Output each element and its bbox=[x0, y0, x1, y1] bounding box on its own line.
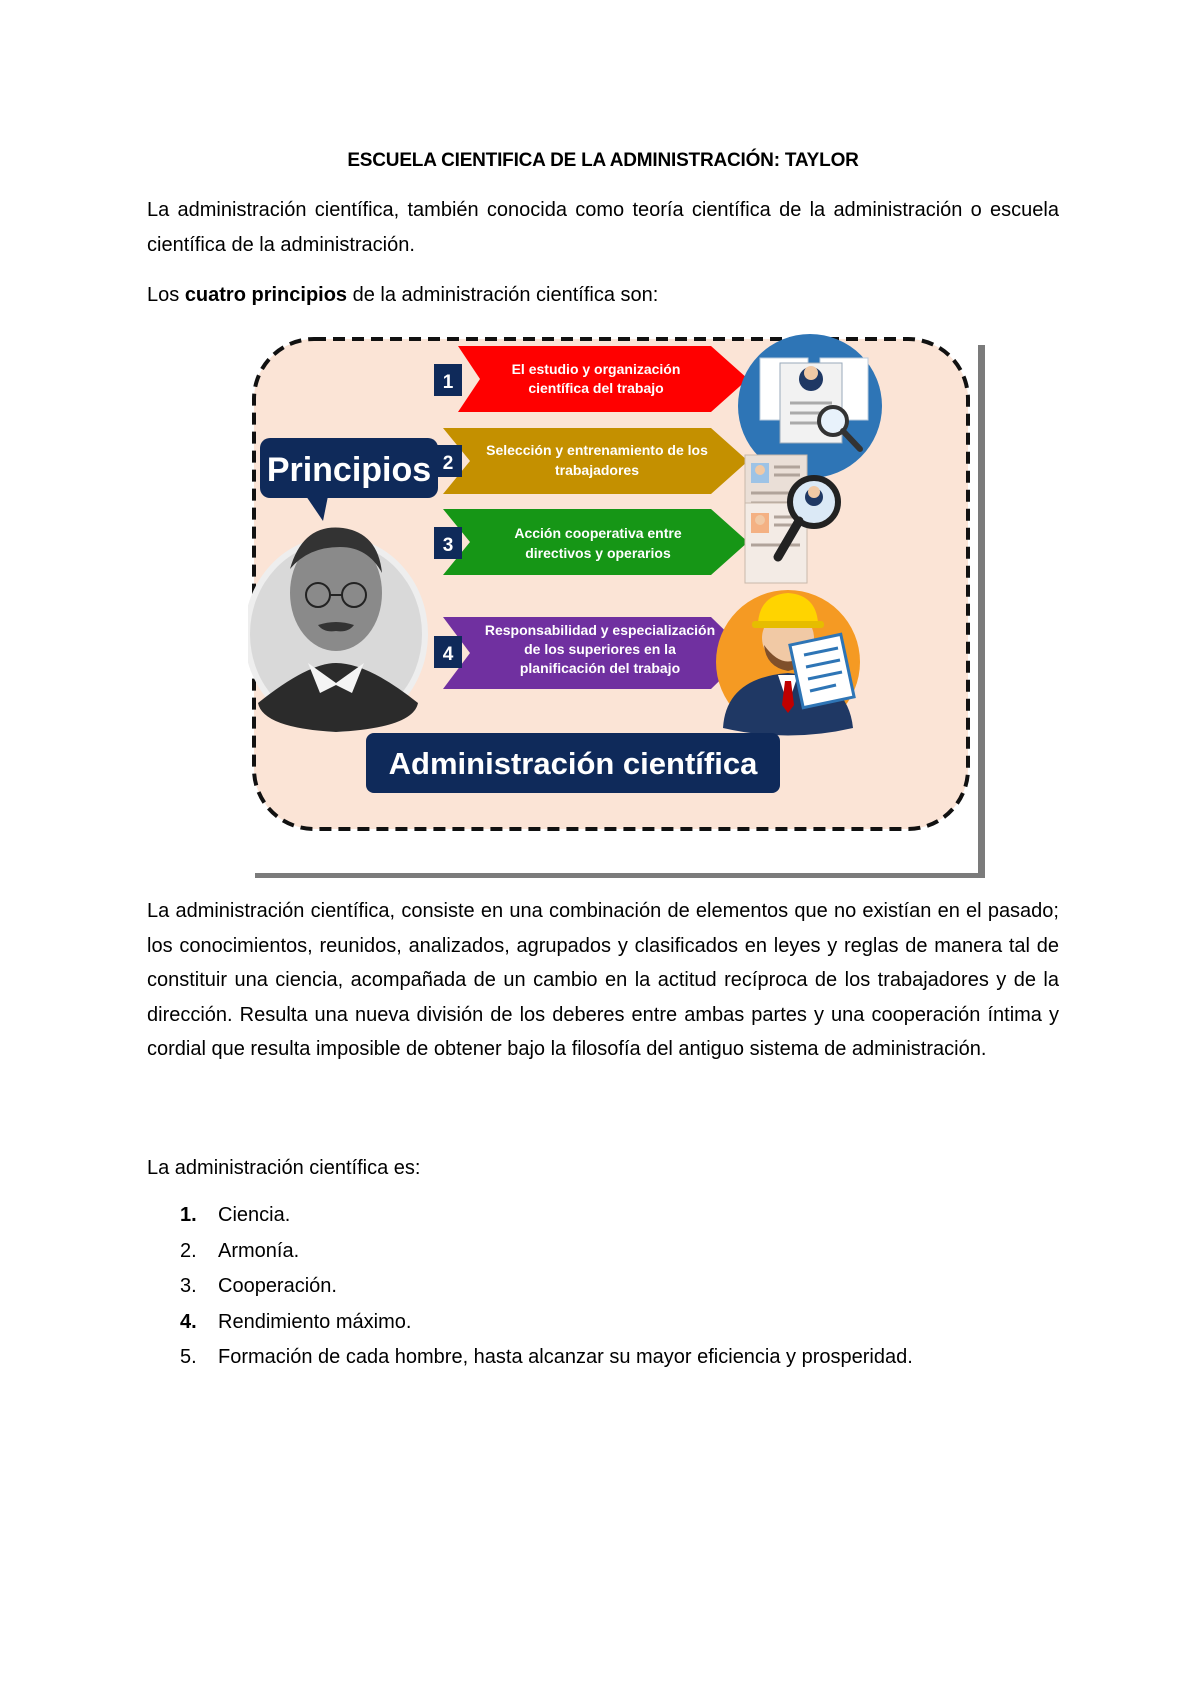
list-intro: La administración científica es: bbox=[147, 1157, 421, 1179]
characteristics-list bbox=[180, 1198, 1080, 1376]
list-item bbox=[180, 1340, 1080, 1376]
list-item-text: Ciencia. bbox=[218, 1204, 291, 1226]
svg-text:Acción cooperativa entre: Acción cooperativa entre bbox=[514, 525, 682, 541]
arrow-gold bbox=[443, 428, 748, 494]
engineer-checklist-icon bbox=[716, 590, 860, 736]
svg-text:1: 1 bbox=[442, 372, 454, 393]
list-item bbox=[180, 1305, 1080, 1341]
intro-paragraph: La administración científica, también conocida como teoría científica de la administración o escuela científica de la administración. bbox=[147, 199, 1059, 256]
list-item-text: Armonía. bbox=[218, 1239, 300, 1262]
list-item bbox=[180, 1198, 1080, 1234]
list-item-text: Rendimiento máximo. bbox=[218, 1310, 412, 1333]
list-item-text: Cooperación. bbox=[218, 1275, 337, 1297]
principles-intro-before: Los bbox=[147, 284, 185, 306]
principios-label: Principios bbox=[266, 451, 432, 489]
principle-item-2 bbox=[434, 428, 748, 494]
banner-label: Administración científica bbox=[388, 746, 758, 781]
list-item-number: 3. bbox=[180, 1275, 197, 1297]
svg-text:El estudio y organización: El estudio y organización bbox=[511, 361, 681, 377]
principle-item-1 bbox=[434, 346, 748, 412]
list-item bbox=[180, 1234, 1080, 1270]
list-item-number: 2. bbox=[180, 1239, 197, 1262]
principles-intro bbox=[147, 278, 1059, 313]
svg-text:Responsabilidad y especializac: Responsabilidad y especialización bbox=[484, 622, 716, 638]
svg-text:directivos y operarios: directivos y operarios bbox=[525, 545, 671, 561]
list-item-number: 5. bbox=[180, 1346, 197, 1368]
list-item-number: 1. bbox=[180, 1204, 197, 1226]
document-title: ESCUELA CIENTIFICA DE LA ADMINISTRACIÓN: TAYLOR bbox=[347, 150, 859, 171]
svg-text:4: 4 bbox=[442, 644, 454, 665]
list-item-text: Formación de cada hombre, hasta alcanzar su mayor eficiencia y prosperidad. bbox=[218, 1346, 913, 1368]
body-paragraph: La administración científica, consiste en una combinación de elementos que no existían en el pasado; los conocimientos, reunidos, analizados, agrupados y clasificados en leyes y reglas de manera tal de constituir una ciencia, acompañada de un cambio en la actitud recíproca de los trabajadores y de la dirección. Resulta una nueva división de los deberes entre ambas partes y una cooperación íntima y cordial que resulta imposible de obtener bajo la filosofía del antiguo sistema de administración. bbox=[147, 900, 1059, 1060]
principios-infographic bbox=[248, 333, 988, 887]
arrow-red bbox=[458, 346, 748, 412]
list-item-number: 4. bbox=[180, 1310, 197, 1333]
list-item bbox=[180, 1269, 1080, 1305]
svg-text:2: 2 bbox=[442, 453, 454, 474]
svg-text:de los superiores en la: de los superiores en la bbox=[524, 641, 676, 657]
svg-text:3: 3 bbox=[442, 535, 454, 556]
svg-text:trabajadores: trabajadores bbox=[554, 462, 640, 478]
principles-intro-after: de la administración científica son: bbox=[347, 284, 659, 306]
principle-item-3 bbox=[434, 509, 748, 575]
administracion-cientifica-banner bbox=[366, 733, 780, 793]
svg-text:planificación del trabajo: planificación del trabajo bbox=[519, 660, 681, 676]
svg-text:Selección y entrenamiento de l: Selección y entrenamiento de los bbox=[486, 442, 708, 458]
arrow-green bbox=[443, 509, 748, 575]
principles-intro-bold: cuatro principios bbox=[184, 284, 348, 306]
svg-text:científica del trabajo: científica del trabajo bbox=[528, 380, 664, 396]
principle-item-4 bbox=[434, 617, 748, 689]
